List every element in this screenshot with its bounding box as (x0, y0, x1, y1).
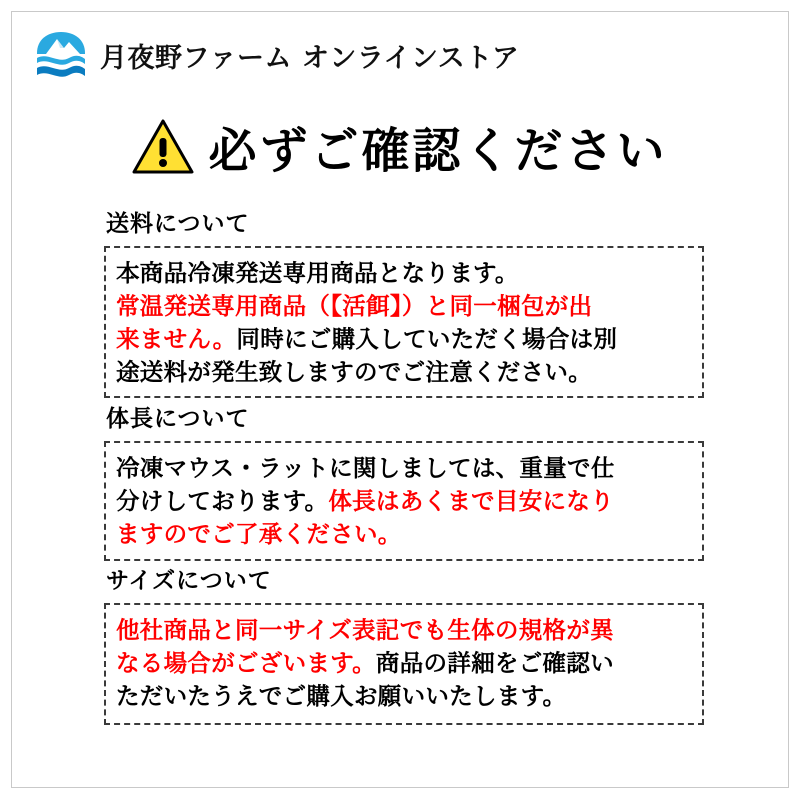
notice-box-shipping (104, 246, 704, 398)
section-title-size: サイズについて (106, 568, 272, 594)
text-run: 他社商品と同一サイズ表記でも生体の規格が異 (116, 616, 614, 644)
text-run: 来ません。 (116, 324, 237, 353)
section-title-length: 体長について (106, 406, 250, 432)
text-run: 本商品冷凍発送専用商品となります。 (116, 259, 519, 287)
text-run: ただいたうえでご購入お願いいたします。 (116, 681, 567, 710)
text-run: 商品の詳細をご確認い (375, 648, 614, 677)
section-size (104, 562, 704, 725)
page-title (0, 112, 800, 181)
text-run: 同時にご購入していただく場合は別 (236, 324, 618, 353)
mountain-wave-logo-icon (34, 30, 88, 80)
text-run: 分けしております。 (116, 486, 329, 515)
store-brand-name: 月夜野ファーム オンラインストア (100, 42, 520, 74)
text-run: 冷凍マウス・ラットに関しましては、重量で仕 (116, 454, 615, 482)
notice-text-shipping (116, 257, 692, 389)
notice-text-size (116, 614, 692, 713)
text-run: 体長はあくまで目安になり (328, 486, 614, 515)
text-run: 途送料が発生致しますのでご注意ください。 (116, 357, 592, 386)
text-run: 常温発送専用商品（【活餌】）と同一梱包が出 (116, 291, 593, 320)
page-title-text: 必ずご確認ください (208, 123, 668, 179)
warning-triangle-icon (132, 118, 194, 176)
notice-box-length (104, 441, 704, 561)
notice-text-length (116, 452, 692, 551)
text-run: ますのでご了承ください。 (116, 519, 402, 548)
section-length (104, 400, 704, 561)
section-title-shipping: 送料について (106, 211, 250, 237)
store-header (34, 30, 519, 80)
section-shipping (104, 205, 704, 398)
text-run: なる場合がございます。 (116, 648, 376, 677)
notice-box-size (104, 603, 704, 725)
